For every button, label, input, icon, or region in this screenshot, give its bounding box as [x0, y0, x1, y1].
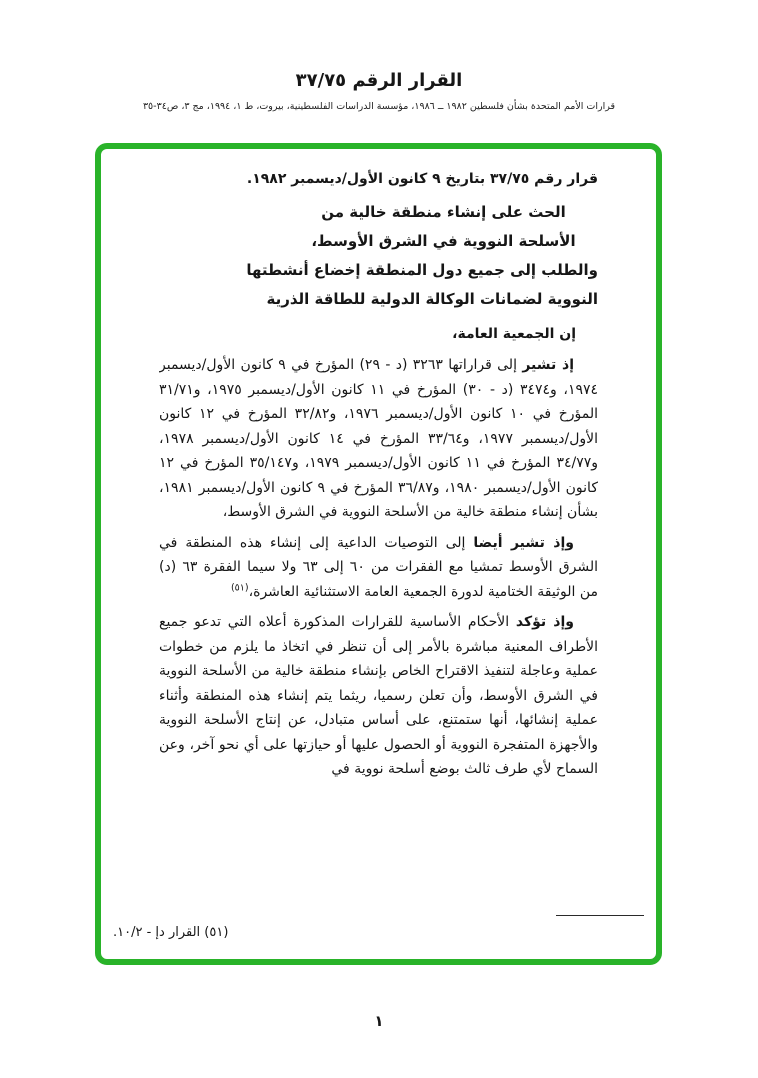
page-number: ١ [374, 1012, 384, 1030]
footnote-separator [556, 915, 644, 916]
resolution-content [159, 167, 598, 903]
heading-line: الأسلحة النووية في الشرق الأوسط، [311, 232, 576, 250]
paragraph-lead: وإذ تؤكد [515, 614, 574, 630]
resolution-paragraph [159, 610, 598, 782]
resolution-paragraph [159, 353, 598, 525]
heading-line: النووية لضمانات الوكالة الدولية للطاقة الذرية [266, 290, 598, 308]
paragraph-text: إلى قراراتها ٣٢٦٣ (د - ٢٩) المؤرخ في ٩ كانون الأول/ديسمبر ١٩٧٤، و٣٤٧٤ (د - ٣٠) المؤرخ في ١١ كانون الأول/ديسمبر ١٩٧٥، و٣١/٧١ المؤرخ في ١٠ كانون الأول/ديسمبر ١٩٧٦، و٣٢/٨٢ المؤرخ في ١٢ كانون الأول/ديسمبر ١٩٧٧، و٣٣/٦٤ المؤرخ في ١٤ كانون الأول/ديسمبر ١٩٧٨، و٣٤/٧٧ المؤرخ في ١١ كانون الأول/ديسمبر ١٩٧٩، و٣٥/١٤٧ المؤرخ في ١٢ كانون الأول/ديسمبر ١٩٨٠، و٣٦/٨٧ المؤرخ في ٩ كانون الأول/ديسمبر ١٩٨١، بشأن إنشاء منطقة خالية من الأسلحة النووية في الشرق الأوسط، [159, 357, 598, 520]
source-citation: قرارات الأمم المتحدة بشأن فلسطين ١٩٨٢ ــ ١٩٨٦، مؤسسة الدراسات الفلسطينية، بيروت، ط ١، ١٩٩٤، مج ٣، ص٣٤-٣٥ [142, 101, 616, 112]
resolution-paragraph [159, 531, 598, 605]
footnote-area [113, 915, 644, 941]
footnote-reference: (٥١) [230, 581, 249, 593]
paragraph-lead: إذ تشير [522, 357, 574, 373]
page-title: القرار الرقم ٣٧/٧٥ [295, 70, 463, 91]
paragraph-text: الأحكام الأساسية للقرارات المذكورة أعلاه التي تدعو جميع الأطراف المعنية مباشرة بالأمر إلى أن تنظر في اتخاذ ما يلزم من خطوات عملية وعاجلة لتنفيذ الاقتراح الخاص بإنشاء منطقة خالية من الأسلحة النووية في الشرق الأوسط، وأن تعلن رسميا، ريثما يتم إنشاء هذه المنطقة وأثناء عملية إنشائها، أنها ستمتنع، على أساس متبادل، عن إنتاج الأسلحة النووية والأجهزة المتفجرة النووية أو الحصول عليها أو حيازتها على أي نحو آخر، وعن السماح لأي طرف ثالث بوضع أسلحة نووية في [159, 614, 598, 777]
paragraph-lead: وإذ تشير أيضا [473, 534, 574, 551]
paragraph-text: إلى التوصيات الداعية إلى إنشاء هذه المنطقة في الشرق الأوسط تمشيا مع الفقرات من ٦٠ إلى ٦٣ ولا سيما الفقرة ٦٣ (د) من الوثيقة الختامية لدورة الجمعية العامة الاستثنائية العاشرة، [159, 534, 598, 600]
footnote-text: (٥١) القرار دإ - ١٠/٢. [113, 925, 229, 940]
heading-line: الحث على إنشاء منطقة خالية من [321, 203, 566, 221]
heading-line: والطلب إلى جميع دول المنطقة إخضاع أنشطتها [246, 261, 598, 279]
assembly-opening-line: إن الجمعية العامة، [452, 326, 576, 342]
resolution-date-line: قرار رقم ٣٧/٧٥ بتاريخ ٩ كانون الأول/ديسمبر ١٩٨٢. [246, 171, 598, 187]
resolution-heading [159, 198, 598, 314]
resolution-border-box [95, 143, 662, 965]
